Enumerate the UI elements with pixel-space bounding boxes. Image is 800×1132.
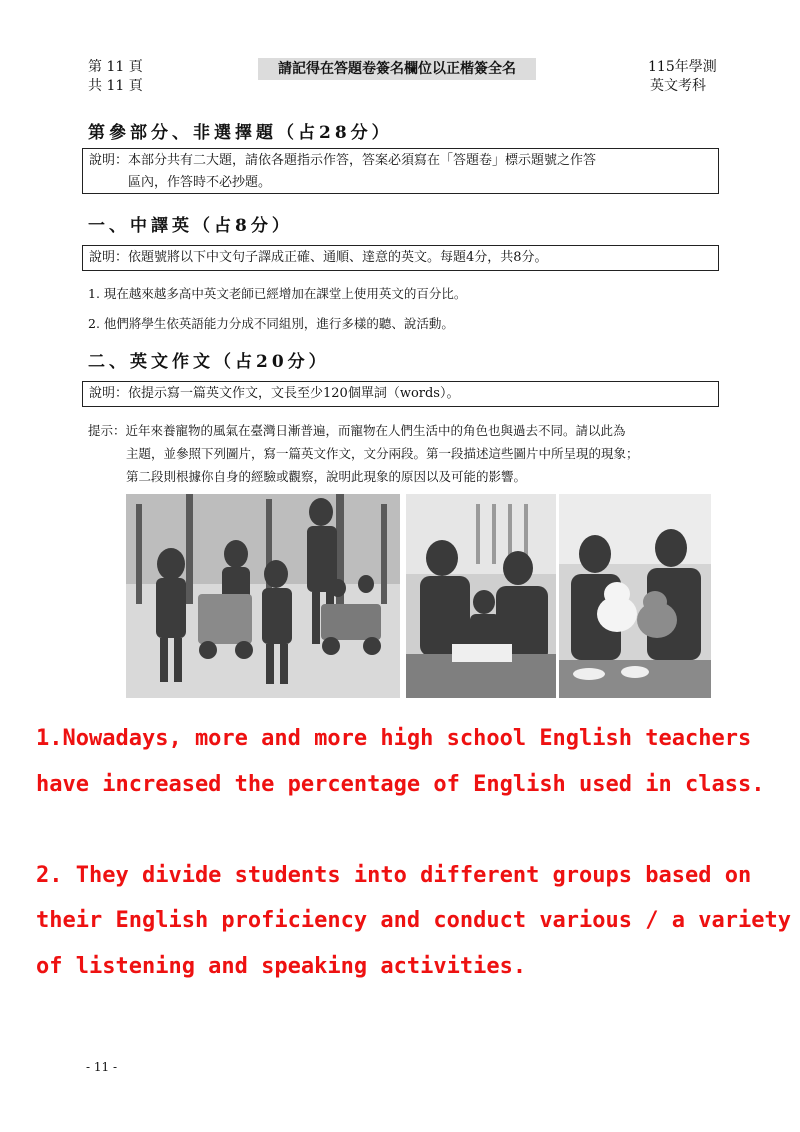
photo-couple-dogs (559, 494, 711, 698)
signature-notice: 請記得在答題卷簽名欄位以正楷簽全名 (258, 58, 536, 80)
exam-year: 115年學測 (648, 59, 717, 75)
page-number: - 11 - (86, 1060, 118, 1074)
part3-instructions-line2: 區內，作答時不必抄題。 (128, 175, 272, 190)
answer-2-line3: of listening and speaking activities. (36, 954, 527, 979)
composition-hint-line1: 提示：近年來養寵物的風氣在臺灣日漸普遍，而寵物在人們生活中的角色也與過去不同。請以此為 (88, 423, 626, 438)
translation-question-2: 2. 他們將學生依英語能力分成不同組別，進行多樣的聽、說活動。 (88, 316, 454, 331)
page-total: 共 11 頁 (88, 78, 143, 94)
page-current: 第 11 頁 (88, 59, 143, 75)
translation-question-1: 1. 現在越來越多高中英文老師已經增加在課堂上使用英文的百分比。 (88, 286, 467, 301)
part3-title: 第參部分、非選擇題（占28分） (88, 123, 393, 143)
part3-instructions-box (82, 148, 719, 194)
photo-family-baby (406, 494, 556, 698)
photo-family-baby-image (406, 494, 556, 698)
composition-hint-line3: 第二段則根據你自身的經驗或觀察，說明此現象的原因以及可能的影響。 (126, 469, 527, 484)
photo-park-walk-image (126, 494, 400, 698)
answer-1-line1: 1.Nowadays, more and more high school English teachers (36, 726, 752, 751)
part3-instructions-line1: 說明：本部分共有二大題，請依各題指示作答，答案必須寫在「答題卷」標示題號之作答 (89, 153, 597, 168)
translation-instructions: 說明：依題號將以下中文句子譯成正確、通順、達意的英文。每題4分，共8分。 (82, 245, 719, 271)
translation-title: 一、中譯英（占8分） (88, 216, 293, 236)
photo-park-walk (126, 494, 400, 698)
photo-couple-dogs-image (559, 494, 711, 698)
answer-2-line1: 2. They divide students into different groups based on (36, 863, 752, 888)
exam-subject: 英文考科 (650, 78, 706, 94)
answer-1-line2: have increased the percentage of English used in class. (36, 772, 765, 797)
composition-title: 二、英文作文（占20分） (88, 352, 330, 372)
answer-2-line2: their English proficiency and conduct various / a variety (36, 908, 791, 933)
composition-instructions: 說明：依提示寫一篇英文作文，文長至少120個單詞（words）。 (82, 381, 719, 407)
composition-hint-line2: 主題，並參照下列圖片，寫一篇英文作文，文分兩段。第一段描述這些圖片中所呈現的現象； (126, 446, 639, 461)
